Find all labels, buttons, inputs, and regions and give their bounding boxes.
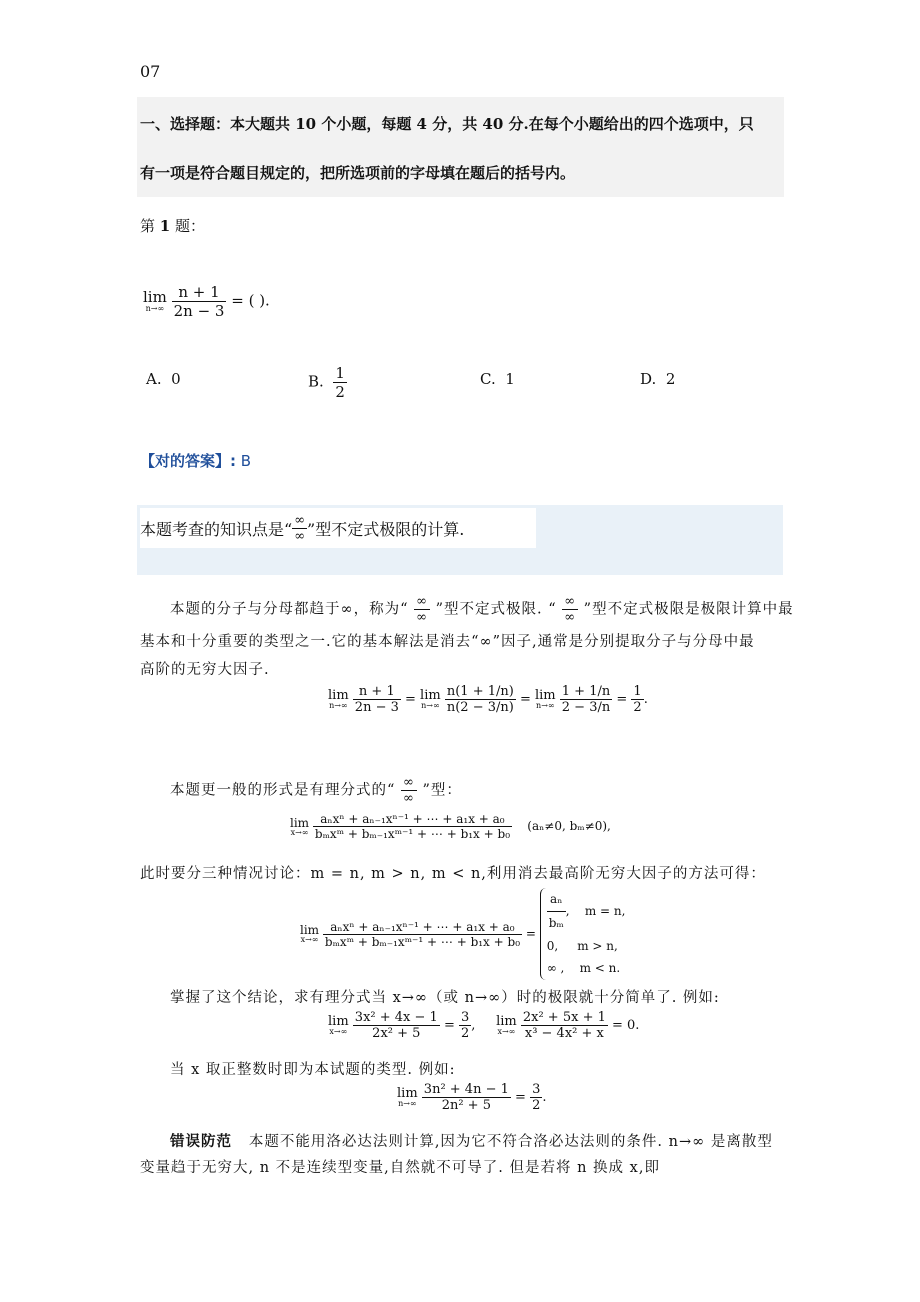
option-c[interactable]: C. 1 — [480, 370, 515, 388]
section-instructions-line2: 有一项是符合题目规定的，把所选项前的字母填在题后的括号内。 — [140, 164, 576, 182]
derivation-formula: lim n→∞ $\frac{n + 1}{2n - 3}$ = lim n→∞ $\frac{n(1 + 1/n)}{n(2 - 3/n)}$ = lim n→∞ $\frac{1 + 1/n}{2 - 3/n}$ = $\frac{1}{2}$ . — [328, 684, 648, 715]
error-prevention-line1: 错误防范 本题不能用洛必达法则计算,因为它不符合洛必达法则的条件. n→∞ 是离散型 — [170, 1133, 773, 1150]
explanation-line3: 高阶的无穷大因子. — [140, 662, 270, 678]
answer-label: 【对的答案】: — [140, 452, 236, 470]
option-a[interactable]: A. 0 — [146, 370, 181, 388]
explanation-examples-intro: 掌握了这个结论，求有理分式当 x→∞（或 n→∞）时的极限就十分简单了. 例如: — [170, 990, 720, 1006]
explanation-cases-intro: 此时要分三种情况讨论：m = n, m > n, m < n,利用消去最高阶无穷大因子的方法可得： — [140, 866, 766, 882]
explanation-line2: 基本和十分重要的类型之一.它的基本解法是消去“∞”因子,通常是分别提取分子与分母中最 — [140, 634, 755, 650]
question-label: 第 1 题： — [140, 217, 205, 235]
explanation-general-form: 本题更一般的形式是有理分式的“ $\frac{\infty}{\infty}$ ”型： — [170, 775, 462, 806]
explanation-integer-case: 当 x 取正整数时即为本试题的类型. 例如: — [170, 1062, 456, 1078]
error-prevention-line2: 变量趋于无穷大, n 不是连续型变量,自然就不可导了. 但是若将 n 换成 x,即 — [140, 1160, 660, 1176]
error-prevention-label: 错误防范 — [170, 1133, 232, 1150]
knowledge-point: 本题考查的知识点是“ $\frac{\infty}{\infty}$ ”型不定式极限的计算. — [140, 508, 536, 548]
option-d[interactable]: D. 2 — [640, 370, 676, 388]
piecewise-formula: lim x→∞ $\frac{\text{aₙxⁿ + aₙ₋₁xⁿ⁻¹ + ⋯ + a₁x + a₀}}{\text{bₘxᵐ + bₘ₋₁xᵐ⁻¹ + ⋯ + b₁x + b₀}}$ = $\frac{\text{aₙ}}{\text{bₘ}}$ , m = n, 0, m > n, ∞ , m < n. — [300, 888, 625, 980]
explanation-line1: 本题的分子与分母都趋于∞，称为“ $\frac{\infty}{\infty}$ ”型不定式极限. “ $\frac{\infty}{\infty}$ ”型不定式极限是极限计算中最 — [170, 594, 794, 625]
page-number: 07 — [140, 62, 161, 81]
option-b[interactable]: B. $\frac{1}{2}$ — [308, 364, 345, 401]
question-formula: lim n→∞ $\frac{n + 1}{2n - 3}$ = ( ). — [143, 283, 270, 320]
correct-answer — [140, 450, 251, 471]
example-formulas: lim x→∞ $\frac{\text{3x² + 4x − 1}}{\text{2x² + 5}}$ = $\frac{3}{2}$ , lim x→∞ $\frac{\text{2x² + 5x + 1}}{\text{x³ − 4x² + x}}$ = 0. — [328, 1010, 640, 1041]
section-instructions-line1: 一、选择题：本大题共 10 个小题，每题 4 分，共 40 分.在每个小题给出的四个选项中，只 — [140, 115, 754, 133]
general-formula: lim x→∞ $\frac{\text{aₙxⁿ + aₙ₋₁xⁿ⁻¹ + ⋯ + a₁x + a₀}}{\text{bₘxᵐ + bₘ₋₁xᵐ⁻¹ + ⋯ + b₁x + b₀}}$ (aₙ≠0, bₘ≠0), — [290, 812, 611, 841]
integer-example-formula: lim n→∞ $\frac{\text{3n² + 4n − 1}}{\text{2n² + 5}}$ = $\frac{3}{2}$ . — [397, 1082, 547, 1113]
answer-value: B — [240, 452, 252, 470]
